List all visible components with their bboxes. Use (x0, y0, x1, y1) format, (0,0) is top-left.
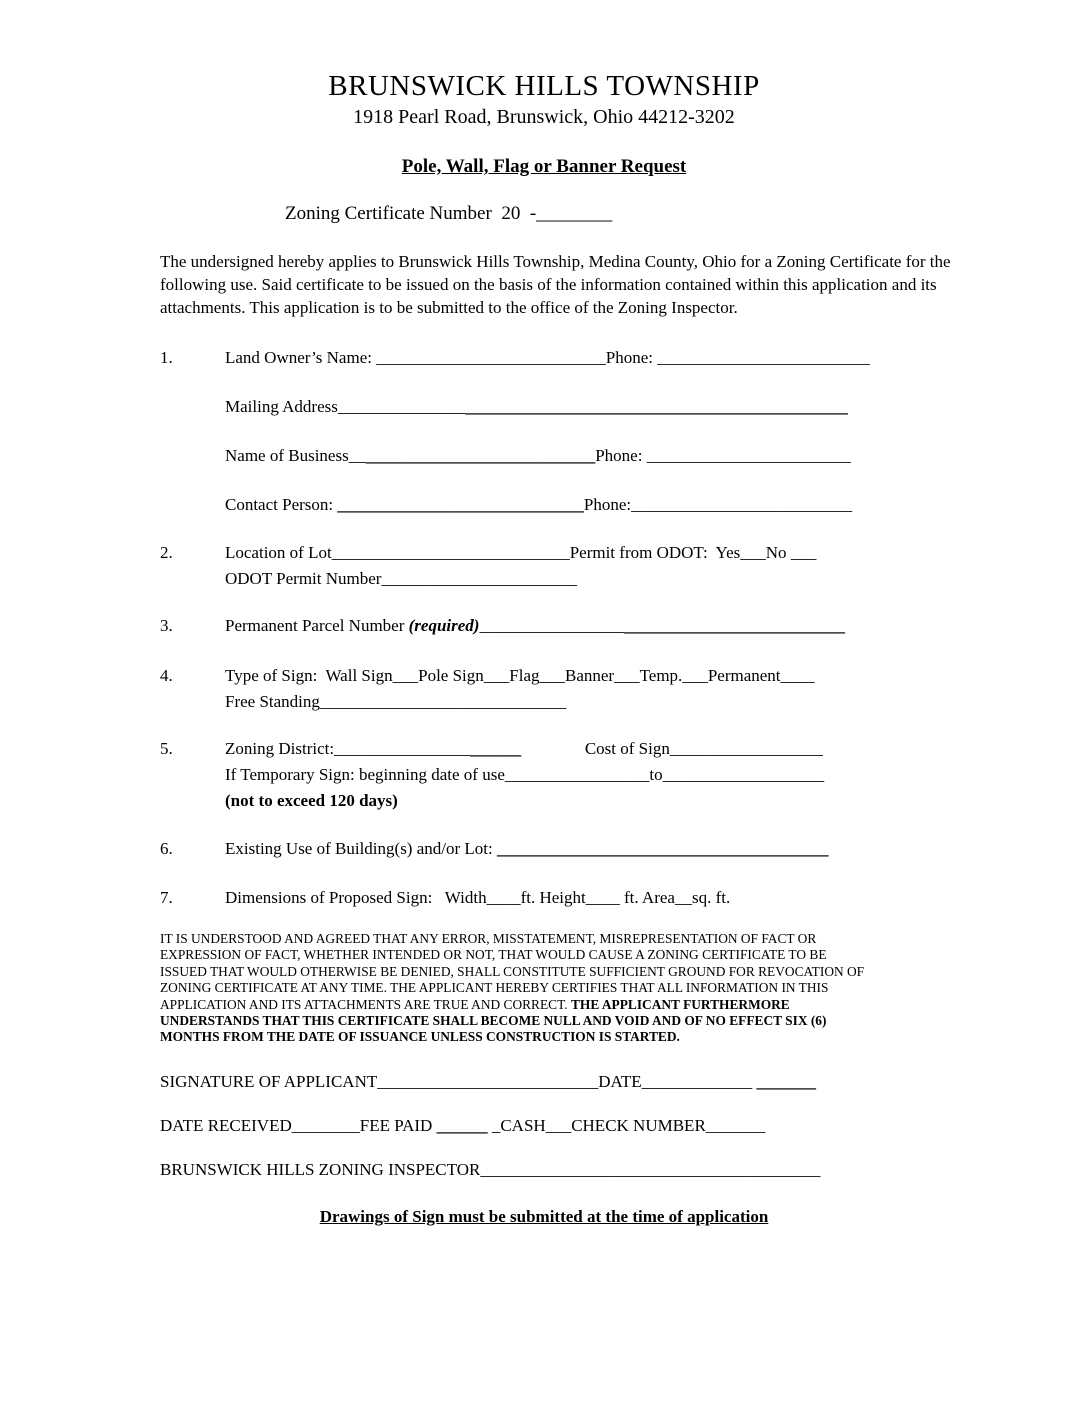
date-received-fee-line (160, 1116, 1088, 1136)
blank-line: ___________________________ (376, 348, 606, 367)
blank-line: ___ (539, 666, 565, 685)
blank-line: _________________________ (657, 348, 870, 367)
text-run: UNDERSTANDS THAT THIS CERTIFICATE SHALL BECOME NULL AND VOID AND OF NO EFFECT SIX (6) (160, 1013, 827, 1029)
blank-line: ___ (545, 1115, 572, 1135)
zoning-certificate-number-line (285, 203, 1088, 225)
item-number: 1. (160, 348, 173, 367)
text-run: (required) (408, 616, 480, 635)
item-body (225, 836, 828, 862)
blank-line: ___ (790, 543, 817, 562)
free-standing-line (225, 689, 815, 715)
item-3-parcel-number (160, 613, 1088, 639)
contact-person-line (225, 492, 870, 518)
mailing-address-line (225, 394, 870, 420)
blank-line: ___________________ (662, 765, 825, 784)
blank-line: ___________________________ (365, 446, 596, 465)
permanent-parcel-number-line (225, 613, 845, 639)
item-body (225, 736, 824, 814)
item-6-existing-use (160, 836, 1088, 862)
text-run: _ (487, 1115, 501, 1135)
text-run: Contact Person: (225, 495, 338, 514)
text-run: Existing Use of Building(s) and/or Lot: (225, 839, 497, 858)
text-run: Banner (565, 666, 615, 685)
footer-note: Drawings of Sign must be submitted at the time of application (319, 1206, 769, 1226)
text-run: Flag (509, 666, 540, 685)
item-number: 2. (160, 543, 173, 562)
blank-line: __ (348, 446, 366, 465)
item-body (225, 613, 845, 639)
text-run: Permanent (707, 666, 781, 685)
signature-of-applicant-line (160, 1072, 1088, 1092)
item-body (225, 885, 730, 911)
item-body (225, 663, 815, 715)
blank-line: _____________________________ (319, 692, 567, 711)
township-address: 1918 Pearl Road, Brunswick, Ohio 44212-3202 (353, 106, 735, 128)
odot-permit-number-line (225, 566, 816, 592)
text-run: Location of Lot (225, 543, 332, 562)
item-number: 7. (160, 888, 173, 907)
intro-paragraph: The undersigned hereby applies to Brunswick Hills Township, Medina County, Ohio for a Zoning Certificate for the following use. Said certificate to be issued on the basis of the information contained within this application and its attachments. This application is to be submitted to the office of the Zoning Inspector. (160, 252, 951, 317)
legal-notice (160, 931, 1088, 1046)
zoning-inspector-line (160, 1160, 1088, 1180)
zoning-district-cost-line (225, 736, 824, 762)
form-title: Pole, Wall, Flag or Banner Request (401, 156, 687, 177)
blank-line: ___ (392, 666, 419, 685)
text-run: ODOT Permit Number (225, 569, 382, 588)
text-run: If Temporary Sign: beginning date of use (225, 765, 505, 784)
blank-line: __________________________ (377, 1071, 599, 1091)
legal-line (160, 997, 1088, 1013)
blank-line: _________________ (479, 616, 624, 635)
text-run: Phone: (583, 495, 632, 514)
blank-line: _____________ (641, 1071, 753, 1091)
blank-line: __________________________ (631, 495, 853, 514)
legal-line (160, 931, 1088, 947)
text-run: ZONING CERTIFICATE AT ANY TIME. THE APPLICANT HEREBY CERTIFIES THAT ALL INFORMATION IN THIS (160, 980, 829, 996)
blank-line: ___ (483, 666, 510, 685)
text-run: DATE RECEIVED (160, 1115, 292, 1135)
blank-line: ____ (486, 888, 521, 907)
text-run: SIGNATURE OF APPLICANT (160, 1071, 378, 1091)
text-run: EXPRESSION OF FACT, WHETHER INTENDED OR NOT, THAT WOULD CAUSE A ZONING CERTIFICATE TO BE (160, 947, 827, 963)
blank-line: _______________________ (381, 569, 577, 588)
text-run: Pole Sign (418, 666, 484, 685)
text-run: ISSUED THAT WOULD OTHERWISE BE DENIED, SHALL CONSTITUTE SUFFICIENT GROUND FOR REVOCATION OF (160, 963, 865, 979)
item-5-zoning-district (160, 736, 1088, 814)
blank-line: _______________________________________ (496, 839, 829, 858)
text-run: Phone: (595, 446, 647, 465)
item-2-location (160, 540, 1088, 592)
blank-line: ___ (740, 543, 766, 562)
item-7-dimensions (160, 885, 1088, 911)
blank-line: ___ (682, 666, 708, 685)
text-run: sq. ft. (691, 888, 731, 907)
township-name: BRUNSWICK HILLS TOWNSHIP (328, 70, 760, 102)
text-run: CASH (500, 1115, 546, 1135)
blank-line: ________________ (334, 739, 471, 758)
blank-line: __________________________ (623, 616, 845, 635)
text-run: APPLICATION AND ITS ATTACHMENTS ARE TRUE AND CORRECT. (160, 996, 571, 1012)
existing-use-line (225, 836, 828, 862)
text-run: to (649, 765, 663, 784)
blank-line: ____ (780, 666, 815, 685)
item-1-land-owner (160, 345, 1088, 518)
text-run: IT IS UNDERSTOOD AND AGREED THAT ANY ERROR, MISSTATEMENT, MISREPRESENTATION OF FACT OR (160, 931, 817, 946)
blank-line: _______ (756, 1071, 816, 1091)
text-run: Name of Business (225, 446, 349, 465)
item-body (225, 345, 870, 518)
text-run: Zoning Certificate Number 20 - (285, 203, 537, 224)
legal-line (160, 964, 1088, 980)
business-name-line (225, 443, 870, 469)
text-run: BRUNSWICK HILLS ZONING INSPECTOR (160, 1159, 481, 1179)
blank-line: _________________ (504, 765, 650, 784)
text-run: Dimensions of Proposed Sign: Width (225, 888, 487, 907)
not-to-exceed-line (225, 788, 824, 814)
text-run: Phone: (605, 348, 658, 367)
legal-line (160, 980, 1088, 996)
legal-line (160, 1029, 1088, 1045)
blank-line: ________________________ (646, 446, 851, 465)
text-run: (not to exceed 120 days) (225, 791, 398, 810)
text-run: MONTHS FROM THE DATE OF ISSUANCE UNLESS CONSTRUCTION IS STARTED. (160, 1029, 680, 1045)
legal-line (160, 947, 1088, 963)
location-of-lot-line (225, 540, 816, 566)
text-run: Zoning District: (225, 739, 335, 758)
text-run: Permit from ODOT: Yes (569, 543, 741, 562)
text-run: THE APPLICANT FURTHERMORE (570, 996, 790, 1012)
blank-line: ____ (585, 888, 620, 907)
text-run: Cost of Sign (584, 739, 670, 758)
text-run: Temp. (639, 666, 683, 685)
blank-line: __________________ (669, 739, 823, 758)
text-run: Land Owner’s Name: (225, 348, 377, 367)
text-run: Permanent Parcel Number (225, 616, 409, 635)
text-run: Free Standing (225, 692, 320, 711)
blank-line: ______ (470, 739, 522, 758)
blank-line: ______ (436, 1115, 488, 1135)
text-run: Type of Sign: Wall Sign (225, 666, 393, 685)
text-run: ft. Area (619, 888, 675, 907)
spacer (521, 739, 585, 758)
legal-line (160, 1013, 1088, 1029)
blank-line: ________________________________________ (480, 1159, 821, 1179)
item-body (225, 540, 816, 592)
land-owner-name-line (225, 345, 870, 371)
item-number: 3. (160, 616, 173, 635)
text-run: No (765, 543, 791, 562)
blank-line: __ (674, 888, 692, 907)
temporary-sign-dates-line (225, 762, 824, 788)
blank-line: _____________________________________________ (465, 397, 848, 416)
text-run: ft. Height (520, 888, 586, 907)
text-run: CHECK NUMBER (571, 1115, 706, 1135)
blank-line: ____________________________ (331, 543, 570, 562)
blank-line: _______________ (337, 397, 466, 416)
item-number: 4. (160, 666, 173, 685)
item-number: 6. (160, 839, 173, 858)
item-4-type-of-sign (160, 663, 1088, 715)
blank-line: _____________________________ (337, 495, 584, 514)
text-run: Mailing Address (225, 397, 338, 416)
blank-line: ________ (536, 203, 613, 224)
text-run: DATE (598, 1071, 642, 1091)
text-run: FEE PAID (359, 1115, 437, 1135)
blank-line: ___ (614, 666, 640, 685)
item-number: 5. (160, 739, 173, 758)
type-of-sign-line (225, 663, 815, 689)
blank-line: ________ (291, 1115, 360, 1135)
blank-line: _______ (705, 1115, 766, 1135)
dimensions-line (225, 885, 730, 911)
